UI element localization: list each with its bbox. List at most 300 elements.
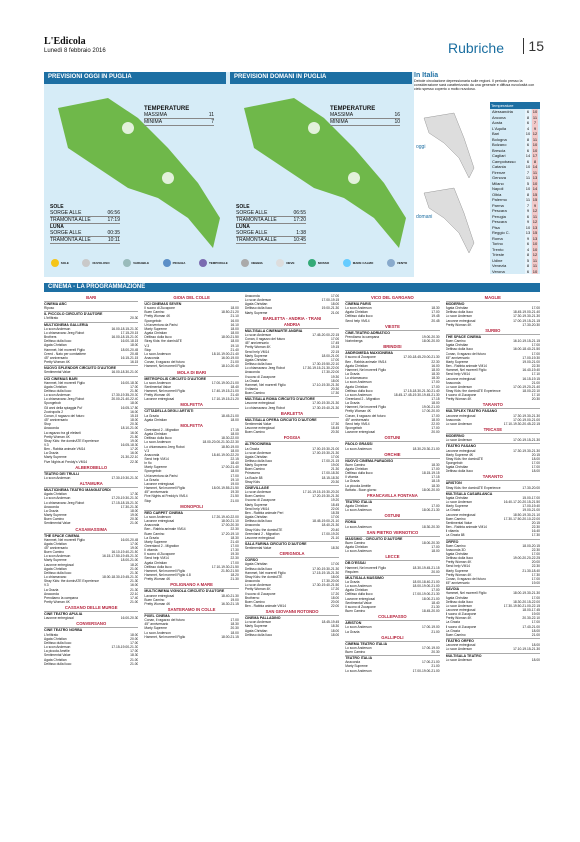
film-row: Lavonne entregiosal 18.50-19.30-21.10 [445, 512, 541, 517]
film-row: Lavonne entregiosal 17.00-19.30-21.30 [244, 401, 340, 406]
film-row: Agata Christian 21.00 [44, 566, 139, 571]
city-name: Ancona [492, 114, 506, 120]
film-row: Agata Christian 17.00 [345, 467, 440, 471]
film-row: Agata Christian 21.00 [44, 657, 139, 662]
temperature-table [490, 102, 540, 274]
city-heading: BARLETTA - ANDRIA - TRANI [262, 315, 322, 321]
italy-title: In Italia [414, 72, 439, 79]
film-row: Agata Christian 17.00 [345, 588, 440, 593]
weather-symbol-icon [276, 259, 284, 267]
film-row: Bottata - Buon giorno 18.00-20.00 [345, 487, 440, 492]
film-row: Agata Christian 20.00 [44, 636, 139, 641]
cinema-name: PAOLO GRASSI [345, 441, 439, 446]
film-row: Hammet, Nel morerell Figlio 19.00-21.00 [345, 405, 440, 410]
film-row: Anaconda 3D 22.30 [445, 547, 541, 552]
film-row: Marty Supreme 4K 20.15 [445, 452, 541, 457]
film-row: Lavonne entregiosal 16.00-20.30 [44, 616, 139, 621]
cinema-name: CINE TEATRO NORBA [44, 627, 138, 632]
film-row: Five Nights at Freddy's VM14 21.50 [144, 494, 239, 499]
newspaper-brand: L'Edicola [44, 36, 86, 47]
film-row: Agata Christian 18.00 [44, 343, 139, 348]
forecast-title: PREVISIONI OGGI IN PUGLIA [44, 72, 226, 84]
sun-times-today [50, 204, 120, 244]
legend-item [343, 259, 374, 267]
weather-symbol-icon [387, 259, 395, 267]
city-name: L'Aquila [492, 125, 507, 131]
film-row: Marty Supreme 21.30-22.10 [44, 455, 139, 460]
weather-symbol-icon [308, 259, 316, 267]
min-temp: 6 [526, 147, 530, 153]
film-row: Hammet, Nel morerell Figlio 18.00 [345, 367, 440, 372]
film-row: Deltisso dulla liuco 21.00 [44, 661, 139, 666]
film-row: Send help VM14 22.30 [144, 556, 239, 561]
film-row: La Grazia 17.00-19.30-21.00 [244, 446, 340, 451]
film-row: Stray Kids: the dominATE 20.40 [244, 527, 340, 532]
cinema-name: MULTICINEMA GALLERIA [44, 322, 138, 327]
film-row: L'Infiltrato 18.00 [44, 632, 139, 637]
film-row: Lo scon Anderson 17.10-19.30-20.45-22.15 [445, 421, 541, 426]
weather-symbol-icon [241, 259, 249, 267]
film-row: Lo scon Anderson 18.00 [345, 549, 440, 554]
cinema-name: CINE-TEATRO ADRIATICO [345, 330, 439, 335]
film-row: Greenland 2 - Migration 17.00-19.20 [244, 531, 340, 536]
film-row: 45° anniversario 18.00 [44, 418, 139, 423]
film-row: Marty Supreme 21.40 [144, 539, 239, 544]
min-temp: 5 [526, 180, 530, 186]
min-temp: 14 [525, 153, 531, 158]
film-row: La Grazia 18.00 [44, 508, 139, 513]
city-heading: TARANTO [482, 474, 503, 480]
film-row: Stray Kids: the dominATE Experience 18.00-22.10 [445, 388, 541, 393]
film-row: Agata Christian 18.00 [244, 302, 340, 307]
film-row: Marty Supreme 18.00-21.00 [44, 558, 139, 563]
film-row: Il vitamia 17.30 [144, 548, 239, 553]
film-row: Lo scon Anderson 17.30-19.40-21.50 [244, 583, 340, 588]
film-row: Deltisso dulla liuco 16.00-18.40-21.50 [445, 347, 541, 352]
film-row: Lo scon Anderson 16.00-18.15-21.30 [44, 326, 139, 331]
film-row: Pretty Woman 4K 16.30-21.15 [144, 601, 239, 606]
film-row: La Grazia 18.00 [244, 378, 340, 383]
legend-label: PIOGGIA [172, 261, 186, 265]
film-row: Lavonne entregiosal 21.10 [244, 535, 340, 540]
film-row: Lo scon Anderson 17.20-19.30-21.30 [44, 496, 139, 501]
min-temp: 9 [526, 219, 530, 224]
film-row: Lo chiamavano Jeeg Robot 17.30-19.15-21.30-22.00 [244, 366, 340, 371]
film-row: Lo scon Anderson 17.00-19.15-21.30 [445, 438, 541, 443]
city-name: Pescara [492, 208, 507, 213]
min-temp: 10 [525, 131, 531, 136]
city-name: Udine [492, 257, 503, 263]
film-row: Lo scon Anderson 17.00 [345, 380, 440, 385]
page-header [44, 36, 544, 66]
city-heading: VIESTE [384, 323, 400, 329]
film-row: Marty Supreme 19.00-21.00 [445, 359, 541, 364]
film-row: Deltisso dulla liuco 18.00 [244, 632, 340, 637]
cinema-name: MULTISALA OPERA CIRCUITO D'AUTORE [245, 417, 339, 422]
city-temp-row [490, 269, 540, 275]
film-row: Conan, il ragazzo del futuro 17.00 [244, 337, 340, 342]
film-row: Hammet, Nel morerell Figlio 18.00-20.45 [44, 347, 139, 352]
film-row: Sentimental Value 16.00-18.30-21.00 [44, 370, 139, 375]
film-row: Marty Supreme 21.30-18.40 [445, 568, 541, 573]
film-row: Five Nights at Freddy's VM14 22.30 [44, 459, 139, 464]
film-row: 45° anniversario 18.00 [345, 417, 440, 422]
max-temp: 15 [532, 230, 538, 235]
film-row: Ben - Rabbia animale VM14 22.30 [144, 527, 239, 532]
film-row: Ben - Rabbia animale VM14 22.30 [345, 359, 440, 364]
film-row: Anaconda 18.10-21.00 [44, 426, 139, 431]
film-row: Lo scon Anderson 18.30-20.30 [345, 524, 440, 529]
cinema-name: MULTICINEMA VIGNOLA CIRCUITO D'AUTORE [144, 588, 238, 593]
cinema-name: MULTISALA CASABLANCA [446, 491, 540, 496]
film-row: Buen Camino 17.30 [244, 391, 340, 396]
cinema-name: TEATRO ITALIA [345, 499, 439, 504]
max-temp: 12 [532, 219, 538, 224]
film-row: Spongebob 18.00 [44, 401, 139, 406]
moonrise-label: SORGE ALLE [50, 230, 82, 236]
max-value: 11 [208, 112, 214, 118]
film-row: Stray Kids: the dominATE 18.00 [144, 339, 239, 344]
city-heading: MOLA DI BARI [177, 369, 207, 375]
city-heading: CASSANO DELLE MURGE [64, 605, 118, 611]
min-temp: 6 [526, 241, 530, 246]
film-row: Il suono di Zucapone 18.00 [144, 306, 239, 311]
sun-label: SOLE [50, 204, 64, 210]
max-temp: 14 [532, 164, 538, 169]
city-heading: MAGLIE [484, 295, 501, 300]
listing-column [44, 294, 138, 834]
cinema-name: MULTISALA CINEMARTE ANDRIA [245, 328, 339, 333]
film-row: Agata Christian 17.00 [445, 343, 541, 348]
film-row: Buen Camino 17.30-17.50-20.10-22.00 [445, 516, 541, 521]
film-row: Lavonne entregiosal 18.00-17.45 [445, 608, 541, 612]
city-heading: POLIGNANO A MARE [170, 582, 213, 588]
film-row: La piccola Amélie 18.30 [345, 483, 440, 488]
temperature-box-tomorrow [330, 106, 400, 126]
city-name: Firenze [492, 169, 506, 175]
film-row: La Grazia 17.00 [445, 620, 541, 625]
film-row: Il suono di Zucapone 21.30 [345, 604, 440, 609]
sunrise-label: SORGE ALLE [50, 210, 82, 216]
film-row: Requiem 20.00 [345, 569, 440, 574]
moonrise-value: 1:38 [296, 230, 306, 236]
film-row: Buen Camino 18.45-20.00 [345, 609, 440, 614]
max-temp: 9 [533, 202, 537, 208]
legend-label: VARIABILE [133, 261, 150, 265]
film-row: Prendiamo la campana 19.00-20.30 [345, 334, 440, 339]
italy-weather [414, 72, 540, 277]
cinema-name: CORSO [245, 557, 339, 562]
film-row: Pretty Woman 4K 21.50 [44, 434, 139, 439]
legend-item [241, 259, 263, 267]
film-row: Buen Camino 16.10-19.40-21.50 [44, 550, 139, 555]
film-row: Anaconda 16.00-19.00 [144, 356, 239, 361]
film-row: Marty Supreme 18.45 [244, 502, 340, 507]
city-heading: BARI [86, 295, 97, 300]
film-row: Send help VM14 20.45 [345, 318, 440, 323]
min-temp: 4 [526, 125, 530, 131]
film-row: Pretty Woman 4K 20.00 [445, 560, 541, 565]
cinema-name: NUOVO SPLENDOR CIRCUITO D'AUTORE [44, 365, 138, 370]
film-row: Buen Camino 21.30 [244, 467, 340, 472]
film-row: Sentimental Value 18.30 [244, 546, 340, 551]
page-number: 15 [523, 38, 544, 54]
cinema-name: TEATRO DEI TRULLI [44, 471, 138, 476]
moonset-label: TRAMONTA ALLE [50, 237, 91, 243]
cinema-listings [44, 294, 540, 834]
city-name: Roma [492, 235, 503, 241]
film-row: La Boule 88 18.15-18.30 [244, 475, 340, 480]
film-row: Buen Camino 20.00 [244, 599, 340, 604]
min-label: MINIMA [330, 119, 349, 125]
film-row: Marty Supreme 18.00 [144, 326, 239, 331]
film-row: La Grazia 18.00 [445, 628, 541, 633]
film-row: Deltisso dulla liuco 16.00-18.15 [44, 339, 139, 344]
film-row: Marty Supreme 20.30 [144, 626, 239, 631]
film-row: Greenland 2 - Migration 17.15 [345, 396, 440, 401]
film-row: Anaconda 17.30-21.30 [44, 504, 139, 509]
film-row: Lo scon Anderson 16.15-17.50-19.45-21.30 [44, 554, 139, 559]
film-row: Riposo [44, 306, 55, 311]
city-heading: MOLFETTA [180, 402, 203, 408]
film-row: Buen Camino 21.00 [445, 632, 541, 637]
film-row: Conan, il ragazzo del futuro 17.00 [144, 618, 239, 623]
film-row: Agata Christian 17.00 [445, 551, 541, 556]
film-row: Spongebob 17.00 [445, 461, 541, 465]
min-temp: 7 [526, 202, 530, 208]
legend-item [276, 259, 294, 267]
max-temp: 11 [532, 136, 538, 142]
film-row: Sentimental Value 21.00 [44, 521, 139, 526]
film-row: Stray Kids: the dominATE Experience 21.30 [44, 579, 139, 584]
film-row: Brothers 16.00-18.15-21.00 [44, 335, 139, 340]
film-row: La ragazzo tra gli elefanti 16.00 [44, 430, 139, 435]
film-row: Ben - Rabbia animale VM14 22.30 [445, 525, 541, 530]
film-row: Pretty Woman 4K 17.30-20.30 [445, 322, 541, 327]
film-row: Agata Christian 18.00 [144, 432, 239, 437]
moonrise-value: 00:35 [107, 230, 120, 236]
cinema-name: MODERNO [446, 301, 540, 306]
film-row: Send help VM14 17.10 [445, 372, 541, 377]
film-row: Send help VM14 22.15 [144, 457, 239, 461]
cinema-name: CINEVILLAGE [245, 485, 339, 490]
film-row: Deltisso dulla liuco 17.00-19.00-21.30 [345, 592, 440, 597]
min-temp: 13 [525, 230, 531, 235]
film-row: Pretty Woman 4K 21.30 [144, 577, 239, 582]
legend-item [51, 259, 69, 267]
film-row: Spongebob 17.00 [345, 426, 440, 431]
film-row: Stop 21.40 [144, 347, 239, 352]
cinema-name: THE SPACE CINEMA [446, 334, 540, 339]
city-name: Campobasso [492, 158, 516, 164]
film-row: Anaconda 17.30-22.00 [244, 370, 340, 375]
film-row: Marty Supreme 19.00 [44, 513, 139, 518]
cinema-name: MULTISALA ROMA CIRCUITO D'AUTORE [245, 396, 339, 401]
film-row: Hammet, Nel morerell Figlio 17.10-19.30-21.30 [244, 382, 340, 387]
film-row: Hammet, Nel morerell Figlio 17.40-19.15-21.00 [144, 388, 239, 393]
film-row: Conan, il ragazzo del futuro 17.00 [445, 351, 541, 356]
film-row: Deltisso dulla liuco 17.30-19.50-22.10 [244, 362, 340, 367]
moon-label: LUNA [236, 224, 250, 230]
legend-item [199, 259, 228, 267]
film-row: La piccola Amélie 17.00 [44, 649, 139, 654]
film-row: Buen Camino 20.30 [345, 650, 440, 654]
film-row: Pretty Woman 4K 17.30 [445, 572, 541, 577]
max-value: 16 [394, 112, 400, 118]
film-row: Lo chiamavano Jeeg Robot 18.50-19.00 [144, 444, 239, 449]
film-row: Anaconda 22.10 [44, 591, 139, 596]
film-row: Buen Camino 20.30 [44, 517, 139, 522]
city-heading: BARLETTA [280, 410, 304, 416]
film-row: Stray Kids: the dominATE 18.00 [445, 456, 541, 461]
cinema-name: SAVOIA [446, 586, 540, 591]
film-row: Lo scon Anderson 17.30-19.50-21.00-22.15 [445, 603, 541, 608]
min-temp: 6 [526, 109, 530, 114]
film-row: Ben - Rabbia animale VM14 22.00 [244, 604, 340, 608]
film-row: Zootropolis 2 16.00 [44, 409, 139, 414]
max-temp: 10 [532, 246, 538, 252]
film-row: Lo scon Anderson 18.00-21.30 [345, 508, 440, 513]
film-row: Buen Camino 18.30 [345, 462, 440, 467]
film-row: Send help VM14 22.15 [244, 349, 340, 354]
city-heading: GIOIA DEL COLLE [173, 295, 210, 300]
city-heading: COLLEPASSO [378, 614, 407, 620]
film-row: Lavonne entregiosal 17.10-19.15-21.20 [144, 397, 239, 402]
moonset-value: 10:45 [293, 237, 306, 243]
min-temp: 10 [525, 164, 531, 169]
film-row: Pretty Woman 4K 21.10 [144, 314, 239, 319]
film-row: Spongebob 18.00 [144, 469, 239, 474]
film-row: Il suono di Zucapone 17.00-18.45-20.00-21.30 [345, 355, 440, 360]
cinema-name: CITTADELLA DEGLI ARTISTI [144, 408, 238, 413]
film-row: Deltisso dulla liuco 19.00-20.20-22.25 [445, 556, 541, 561]
max-temp: 13 [532, 224, 538, 230]
city-heading: CASAMASSIMA [75, 526, 108, 532]
film-row: Buen Camino 17.20-19.30-21.30 [244, 494, 340, 499]
city-name: Catania [492, 164, 506, 169]
film-row: Il suono di Zucapone 19.00 [445, 612, 541, 617]
film-row: Lo scon Anderson 18.00 [144, 630, 239, 635]
max-label: MASSIMA [330, 112, 354, 118]
film-row: Lo scon Anderson 17.20-19.40-22.00 [144, 514, 239, 519]
film-row: Stray Kids 20.30 [244, 479, 340, 484]
film-row: Prendiamo la campana 17.40 [44, 595, 139, 600]
film-row: 45° anniversario 17.00-19.30 [445, 355, 541, 360]
city-heading: OSTUNI [384, 513, 401, 519]
film-row: Stop 21.00 [144, 498, 239, 503]
city-name: Milano [492, 180, 504, 186]
film-row: Pretty Woman 4K 21.00 [44, 600, 139, 604]
max-temp: 15 [532, 197, 538, 202]
cinema-name: IL PICCOLO CIRCUITO D'AUTORE [44, 311, 138, 316]
film-row: Pretty Woman 4K 17.20 [244, 587, 340, 592]
film-row: Il vitamia 16.40 [445, 529, 541, 534]
city-name: Cagliari [492, 153, 506, 158]
weather-symbol-icon [123, 259, 131, 267]
sunrise-label: SORGE ALLE [236, 210, 268, 216]
film-row: Lavonne entregiosal 18.00 [445, 643, 541, 648]
city-heading: CONVERSANO [76, 621, 107, 627]
film-row: Ben - Rabbia animale VM14 22.30 [445, 364, 541, 369]
film-row: Deltisso dulla liuco 18.15-19.15 [345, 471, 440, 476]
sunset-value: 17:19 [107, 217, 120, 223]
film-row: Lavonne entregiosal 18.40-21.30 [144, 593, 239, 598]
film-row: Il suono di Zucapone 17.20 [244, 591, 340, 596]
cinema-name: PIXEL CINEMA [144, 613, 238, 618]
city-name: Trieste [492, 252, 505, 257]
film-row: Brotherno 18.00 [244, 595, 340, 600]
film-row: In flo 18.40 [144, 461, 239, 466]
max-temp: 10 [532, 268, 538, 274]
max-temp: 10 [532, 241, 538, 246]
film-row: Hammet, Nel morerell Figlio 4.8 18.20 [144, 573, 239, 578]
film-row: Il suono di Zucapone 17.10 [445, 393, 541, 398]
max-temp: 15 [532, 191, 538, 197]
city-heading: LECCE [385, 554, 400, 560]
film-row: Un'avventura da Parisi 16.10 [144, 322, 239, 327]
film-row: Agata Christian 15.00-17.00 [445, 495, 541, 500]
legend-item [123, 259, 149, 267]
film-row: Lo scon Anderson 18.00 [445, 657, 541, 662]
film-row: Deltisso dulla liuco 19.00-21.30 [244, 306, 340, 311]
film-row: Deltisso dulla liuco 17.00-21.15 [244, 459, 340, 463]
film-row: La Grazia 21.00 [345, 629, 440, 634]
film-row: Marty Supreme 17.00-19.40 [445, 504, 541, 509]
forecast-title: PREVISIONI DOMANI IN PUGLIA [230, 72, 412, 84]
film-row: Lavonne entregiosal 17.30-19.30-21.30 [445, 448, 541, 453]
film-row: Send help VM14 22.30 [445, 564, 541, 569]
film-row: Lo scon Anderson 18.45-17.45-19.30-19.45-21.30 [345, 392, 440, 397]
max-temp: 13 [532, 175, 538, 180]
film-row: Il vitamia 20.30 [244, 386, 340, 391]
legend-label: SOLE [60, 261, 69, 265]
film-row: 45° anniversario 17.45 [244, 341, 340, 346]
cinema-name: MODERNO [446, 433, 540, 438]
legend-label: MOSSO [318, 261, 330, 265]
min-temp: 8 [526, 252, 530, 257]
italy-map [414, 108, 484, 268]
city-name: Perugia [492, 213, 506, 219]
film-row: V.3 19.10 [144, 343, 239, 348]
film-row: Lo scon Anderson 17.10-19.15-21.30 [445, 647, 541, 652]
film-row: 45° anniversario 18.30 [144, 622, 239, 627]
city-heading: SAN PIETRO VERNOTICO [366, 529, 419, 535]
sun-times-tomorrow [236, 204, 306, 244]
min-temp: 9 [526, 235, 530, 241]
film-row: Hammet, Nel morerell Figlio 18.10-20.40 [144, 364, 239, 369]
film-row: Lo chiamavano Jeeg Robot 17.15-20.15 [44, 330, 139, 335]
sunset-label: TRAMONTA ALLE [50, 217, 91, 223]
film-row: Hammet, Nel morerell Figlio 18.00-19.30-21.30 [445, 591, 541, 596]
film-row: Agata Christian 17.00 [345, 545, 440, 550]
film-row: La Grazia 88 17.30 [445, 533, 541, 538]
min-temp: 11 [525, 175, 531, 180]
film-row: Agata Christian 17.00 [244, 562, 340, 567]
film-row: Agata Christian 18.00 [144, 417, 239, 422]
legend-item [308, 259, 329, 267]
max-temp: 8 [533, 158, 537, 164]
film-row: Lavonne entregiosal 17.00-19.15-21.15 [445, 318, 541, 323]
film-row: Lo scon Anderson 17.00-19.00-21.00 [345, 668, 440, 673]
cinema-name: ALTROCINEMA [245, 441, 339, 446]
film-row: Stray Kids: the dominATE 18.00 [244, 574, 340, 579]
city-heading: ORCHIE [384, 451, 401, 457]
listing-column [446, 294, 540, 834]
min-temp: 8 [526, 191, 530, 197]
city-name: Genova [492, 175, 507, 180]
film-row: La Grazia 18.30 [144, 535, 239, 540]
film-row: Deltisso dulla liuco 18.30-20.15-22.00 [445, 599, 541, 604]
